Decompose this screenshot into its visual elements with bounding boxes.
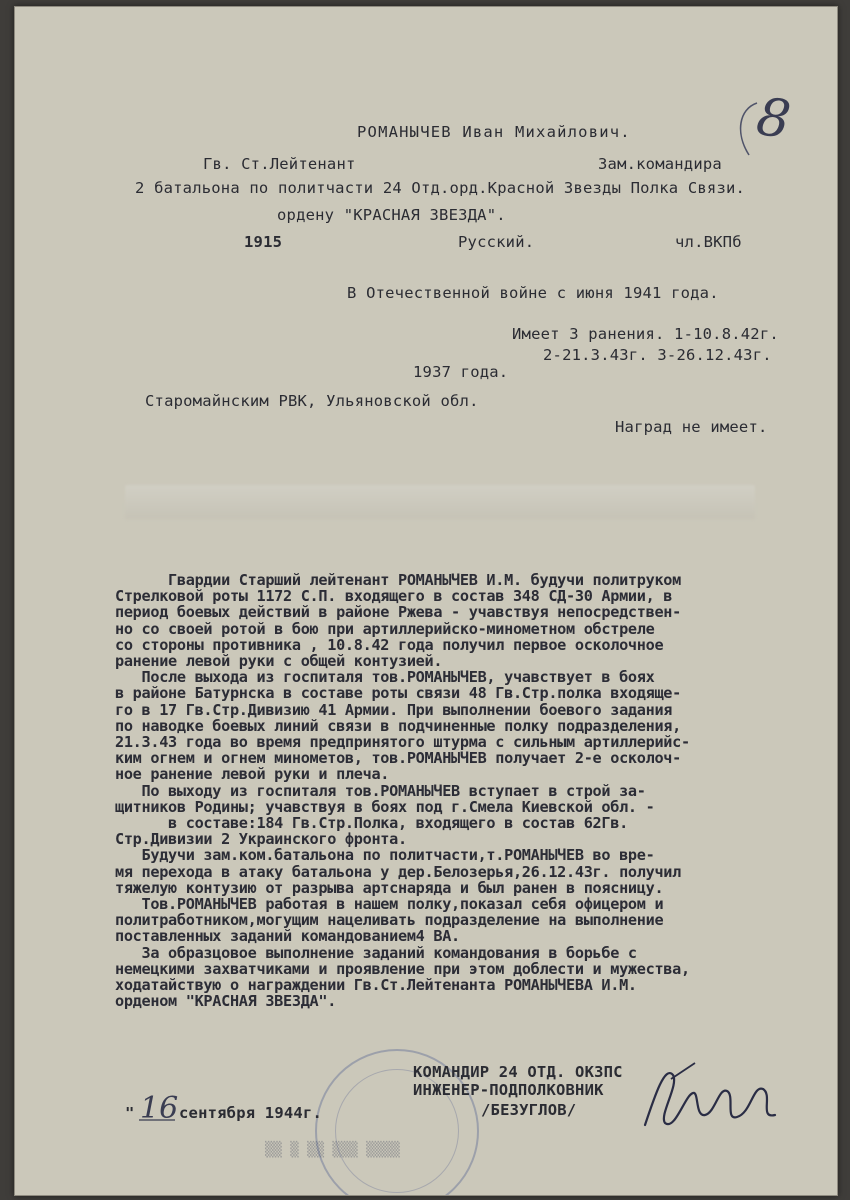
handwritten-signature <box>635 1055 785 1145</box>
faint-stamp-residue: ▒▒ ▒ ▒▒ ▒▒▒ ▒▒▒▒ <box>265 1142 400 1158</box>
position-line-2: 2 батальона по политчасти 24 Отд.орд.Красной Звезды Полка Связи. <box>135 179 746 197</box>
date-month-year: сентября 1944г. <box>179 1104 322 1122</box>
citation-line: щитников Родины; учавствуя в боях под г.Смела Киевской обл. - <box>115 797 655 816</box>
party-membership: чл.ВКПб <box>675 233 742 251</box>
previous-awards: Наград не имеет. <box>615 418 768 436</box>
margin-bracket-mark <box>727 99 767 159</box>
date-day-underline <box>137 1117 177 1123</box>
position-line-1: Зам.командира <box>598 155 722 173</box>
citation-line: период боевых действий в районе Ржева - учавствуя непосредствен- <box>115 603 681 622</box>
citation-line: Стрелковой роты 1172 С.П. входящего в состав 348 СД-30 Армии, в <box>115 587 673 606</box>
war-participation: В Отечественной войне с июня 1941 года. <box>347 284 719 302</box>
army-entry-year: 1937 года. <box>413 363 509 381</box>
date-open-quote: " <box>125 1104 135 1122</box>
citation-line: Тов.РОМАНЫЧЕВ работая в нашем полку,показал себя офицером и <box>115 895 664 914</box>
citation-line: Будучи зам.ком.батальона по политчасти,т.РОМАНЫЧЕВ во вре- <box>115 846 655 865</box>
citation-line: тяжелую контузию от разрыва артснаряда и был ранен в поясницу. <box>115 878 664 897</box>
citation-line: ное ранение левой руки и плеча. <box>115 765 390 784</box>
wounds-line-2: 2-21.3.43г. 3-26.12.43г. <box>543 346 772 364</box>
citation-line: го в 17 Гв.Стр.Дивизию 41 Армии. При выполнении боевого задания <box>115 700 673 719</box>
citation-line: поставленных заданий командованием4 ВА. <box>115 927 460 946</box>
citation-line: Стр.Дивизии 2 Украинского фронта. <box>115 830 407 849</box>
date-day-handwritten: 16 <box>140 1091 179 1126</box>
margin-number: 8 <box>752 86 795 152</box>
nationality: Русский. <box>458 233 535 251</box>
citation-line: в районе Батурнска в составе роты связи 48 Гв.Стр.полка входяще- <box>115 684 681 703</box>
signature-commander-title: КОМАНДИР 24 ОТД. ОКЗПС <box>413 1063 623 1081</box>
document-page <box>14 6 838 1196</box>
citation-line: ходатайствую о награждении Гв.Ст.Лейтенанта РОМАНЫЧЕВА И.М. <box>115 976 637 995</box>
citation-line: 21.3.43 года во время предпринятого штурма с сильным артиллерийс- <box>115 733 690 752</box>
person-name: РОМАНЫЧЕВ Иван Михайлович. <box>357 123 631 141</box>
citation-line: мя перехода в атаку батальона у дер.Белозерья,26.12.43г. получил <box>115 862 681 881</box>
citation-line: Гвардии Старший лейтенант РОМАНЫЧЕВ И.М. будучи политруком <box>115 571 681 589</box>
citation-line: После выхода из госпиталя тов.РОМАНЫЧЕВ, учавствует в боях <box>115 668 655 687</box>
citation-line: ким огнем и огнем минометов, тов.РОМАНЫЧЕВ получает 2-е осколоч- <box>115 749 681 768</box>
citation-line: ранение левой руки с общей контузией. <box>115 652 443 671</box>
signature-name: /БЕЗУГЛОВ/ <box>481 1101 577 1119</box>
citation-text <box>115 572 838 1009</box>
citation-line: в составе:184 Гв.Стр.Полка, входящего в состав 62Гв. <box>115 814 628 833</box>
citation-line: немецкими захватчиками и проявление при этом доблести и мужества, <box>115 959 690 978</box>
citation-line: но со своей ротой в бою при артиллерийско-минометном обстреле <box>115 619 655 638</box>
rank: Гв. Ст.Лейтенант <box>203 155 356 173</box>
redacted-area <box>125 485 755 519</box>
citation-line: по наводке боевых линий связи в подчиненные полку подразделения, <box>115 716 681 735</box>
citation-line: орденом "КРАСНАЯ ЗВЕЗДА". <box>115 992 337 1011</box>
award-name: ордену "КРАСНАЯ ЗВЕЗДА". <box>277 206 506 224</box>
citation-line: По выходу из госпиталя тов.РОМАНЫЧЕВ вступает в строй за- <box>115 781 646 800</box>
wounds-line-1: Имеет 3 ранения. 1-10.8.42г. <box>512 325 779 343</box>
citation-line: За образцовое выполнение заданий командования в борьбе с <box>115 943 637 962</box>
signature-rank: ИНЖЕНЕР-ПОДПОЛКОВНИК <box>413 1081 604 1099</box>
birth-year: 1915 <box>244 233 283 251</box>
citation-line: со стороны противника , 10.8.42 года получил первое осколочное <box>115 635 664 654</box>
draft-office: Старомайнским РВК, Ульяновской обл. <box>145 392 479 410</box>
citation-line: политработником,могущим нацеливать подразделение на выполнение <box>115 911 664 930</box>
